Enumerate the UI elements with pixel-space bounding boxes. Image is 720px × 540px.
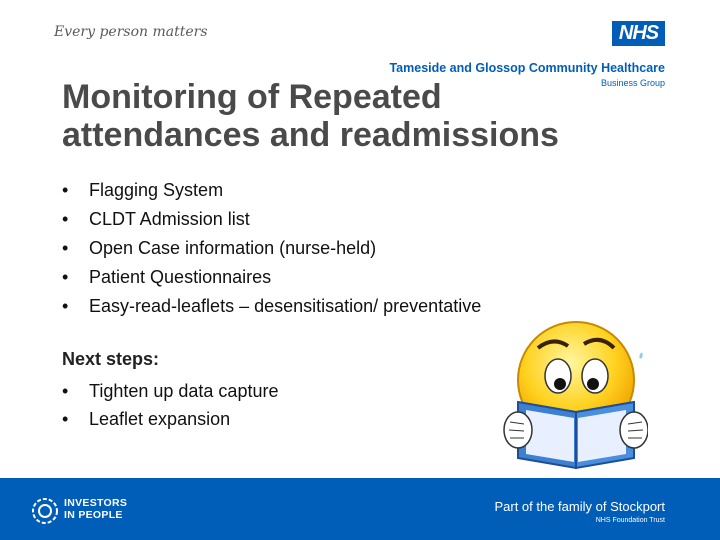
- org-subtitle: Business Group: [600, 78, 665, 88]
- bullet-item: • Easy-read-leaflets – desensitisation/ preventative: [62, 294, 481, 323]
- bullet-item: • Flagging System: [62, 178, 481, 207]
- family-text: Part of the family of Stockport: [494, 499, 665, 514]
- next-steps-heading: Next steps:: [62, 349, 160, 369]
- tagline: Every person matters: [54, 24, 208, 40]
- next-step-text: Leaflet expansion: [89, 409, 231, 429]
- bullet-item: • Patient Questionnaires: [62, 265, 481, 294]
- trust-text: NHS Foundation Trust: [595, 517, 665, 524]
- reading-smiley-icon: [498, 318, 648, 472]
- iip-line-1: INVESTORS: [64, 497, 128, 509]
- bullet-item: • CLDT Admission list: [62, 207, 481, 236]
- slide-title: Monitoring of Repeated attendances and readmissions: [62, 78, 559, 154]
- org-name: Tameside and Glossop Community Healthcare: [389, 61, 665, 75]
- next-steps-list: [62, 379, 278, 435]
- iip-line-2: IN PEOPLE: [64, 509, 123, 521]
- bullet-item: • Open Case information (nurse-held): [62, 236, 481, 265]
- bullet-text: CLDT Admission list: [89, 209, 250, 229]
- bullet-text: Open Case information (nurse-held): [89, 238, 377, 258]
- next-step-item: • Tighten up data capture: [62, 379, 278, 407]
- footer-bar: [0, 478, 720, 540]
- bullet-text: Flagging System: [89, 180, 224, 200]
- bullet-text: Patient Questionnaires: [89, 267, 272, 287]
- investors-in-people-text: [64, 497, 127, 521]
- investors-in-people-icon: [30, 496, 60, 526]
- bullet-list: [62, 178, 481, 323]
- next-step-item: • Leaflet expansion: [62, 407, 278, 435]
- nhs-logo: NHS: [612, 21, 665, 46]
- bullet-text: Easy-read-leaflets – desensitisation/ preventative: [89, 296, 482, 316]
- next-step-text: Tighten up data capture: [89, 381, 279, 401]
